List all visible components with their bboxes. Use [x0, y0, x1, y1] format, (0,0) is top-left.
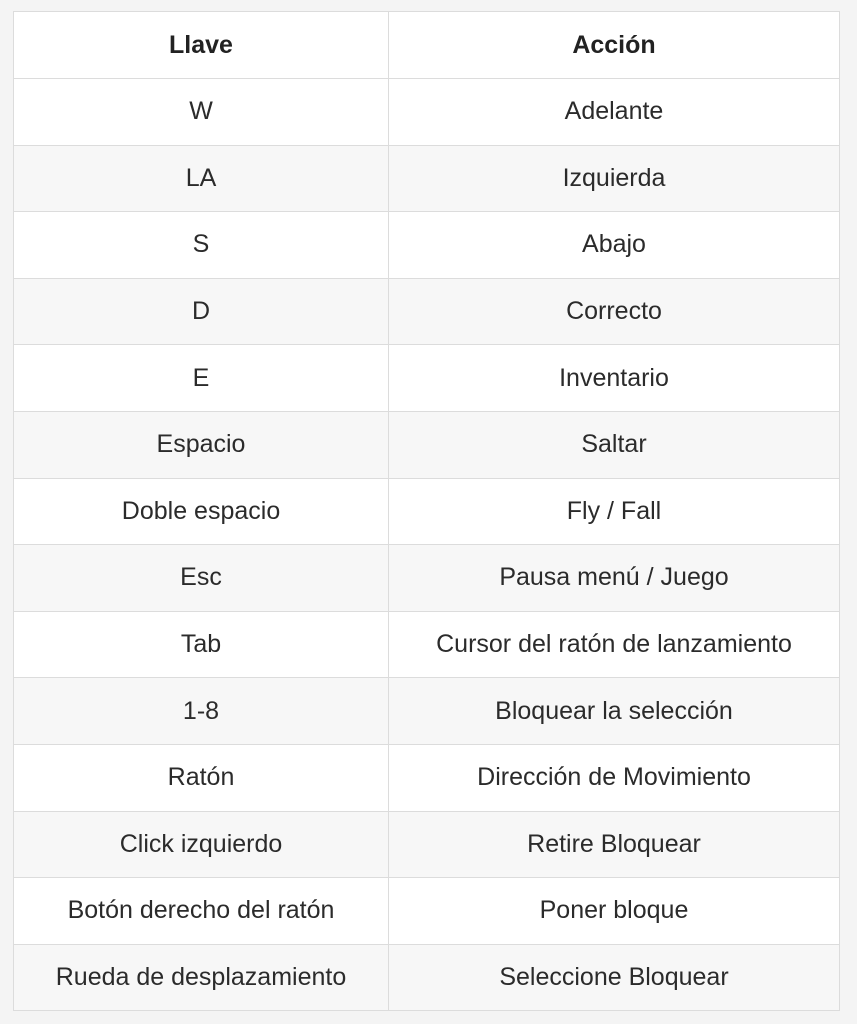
- key-bindings-table: [13, 11, 840, 1011]
- table-row: [14, 878, 840, 945]
- table-row: [14, 944, 840, 1011]
- table-row: [14, 345, 840, 412]
- table-row: [14, 278, 840, 345]
- table-row: [14, 811, 840, 878]
- action-cell: Adelante: [389, 79, 840, 146]
- action-cell: Retire Bloquear: [389, 811, 840, 878]
- table-row: [14, 744, 840, 811]
- action-cell: Bloquear la selección: [389, 678, 840, 745]
- action-cell: Fly / Fall: [389, 478, 840, 545]
- table-row: [14, 611, 840, 678]
- table-row: [14, 145, 840, 212]
- action-cell: Inventario: [389, 345, 840, 412]
- key-cell: Doble espacio: [14, 478, 389, 545]
- key-cell: E: [14, 345, 389, 412]
- table-row: [14, 678, 840, 745]
- key-cell: Click izquierdo: [14, 811, 389, 878]
- key-cell: Botón derecho del ratón: [14, 878, 389, 945]
- table-row: [14, 545, 840, 612]
- action-cell: Saltar: [389, 411, 840, 478]
- action-cell: Dirección de Movimiento: [389, 744, 840, 811]
- key-cell: 1-8: [14, 678, 389, 745]
- table-row: [14, 212, 840, 279]
- action-cell: Abajo: [389, 212, 840, 279]
- action-cell: Cursor del ratón de lanzamiento: [389, 611, 840, 678]
- key-cell: Rueda de desplazamiento: [14, 944, 389, 1011]
- key-cell: Tab: [14, 611, 389, 678]
- key-cell: Ratón: [14, 744, 389, 811]
- key-cell: Espacio: [14, 411, 389, 478]
- key-cell: D: [14, 278, 389, 345]
- key-cell: LA: [14, 145, 389, 212]
- table-body: [14, 79, 840, 1011]
- header-row: [14, 12, 840, 79]
- action-cell: Seleccione Bloquear: [389, 944, 840, 1011]
- action-cell: Poner bloque: [389, 878, 840, 945]
- table-row: [14, 478, 840, 545]
- table-row: [14, 79, 840, 146]
- table-header: [14, 12, 840, 79]
- header-key: Llave: [14, 12, 389, 79]
- action-cell: Izquierda: [389, 145, 840, 212]
- action-cell: Correcto: [389, 278, 840, 345]
- header-action: Acción: [389, 12, 840, 79]
- key-cell: S: [14, 212, 389, 279]
- table-row: [14, 411, 840, 478]
- action-cell: Pausa menú / Juego: [389, 545, 840, 612]
- key-cell: W: [14, 79, 389, 146]
- key-cell: Esc: [14, 545, 389, 612]
